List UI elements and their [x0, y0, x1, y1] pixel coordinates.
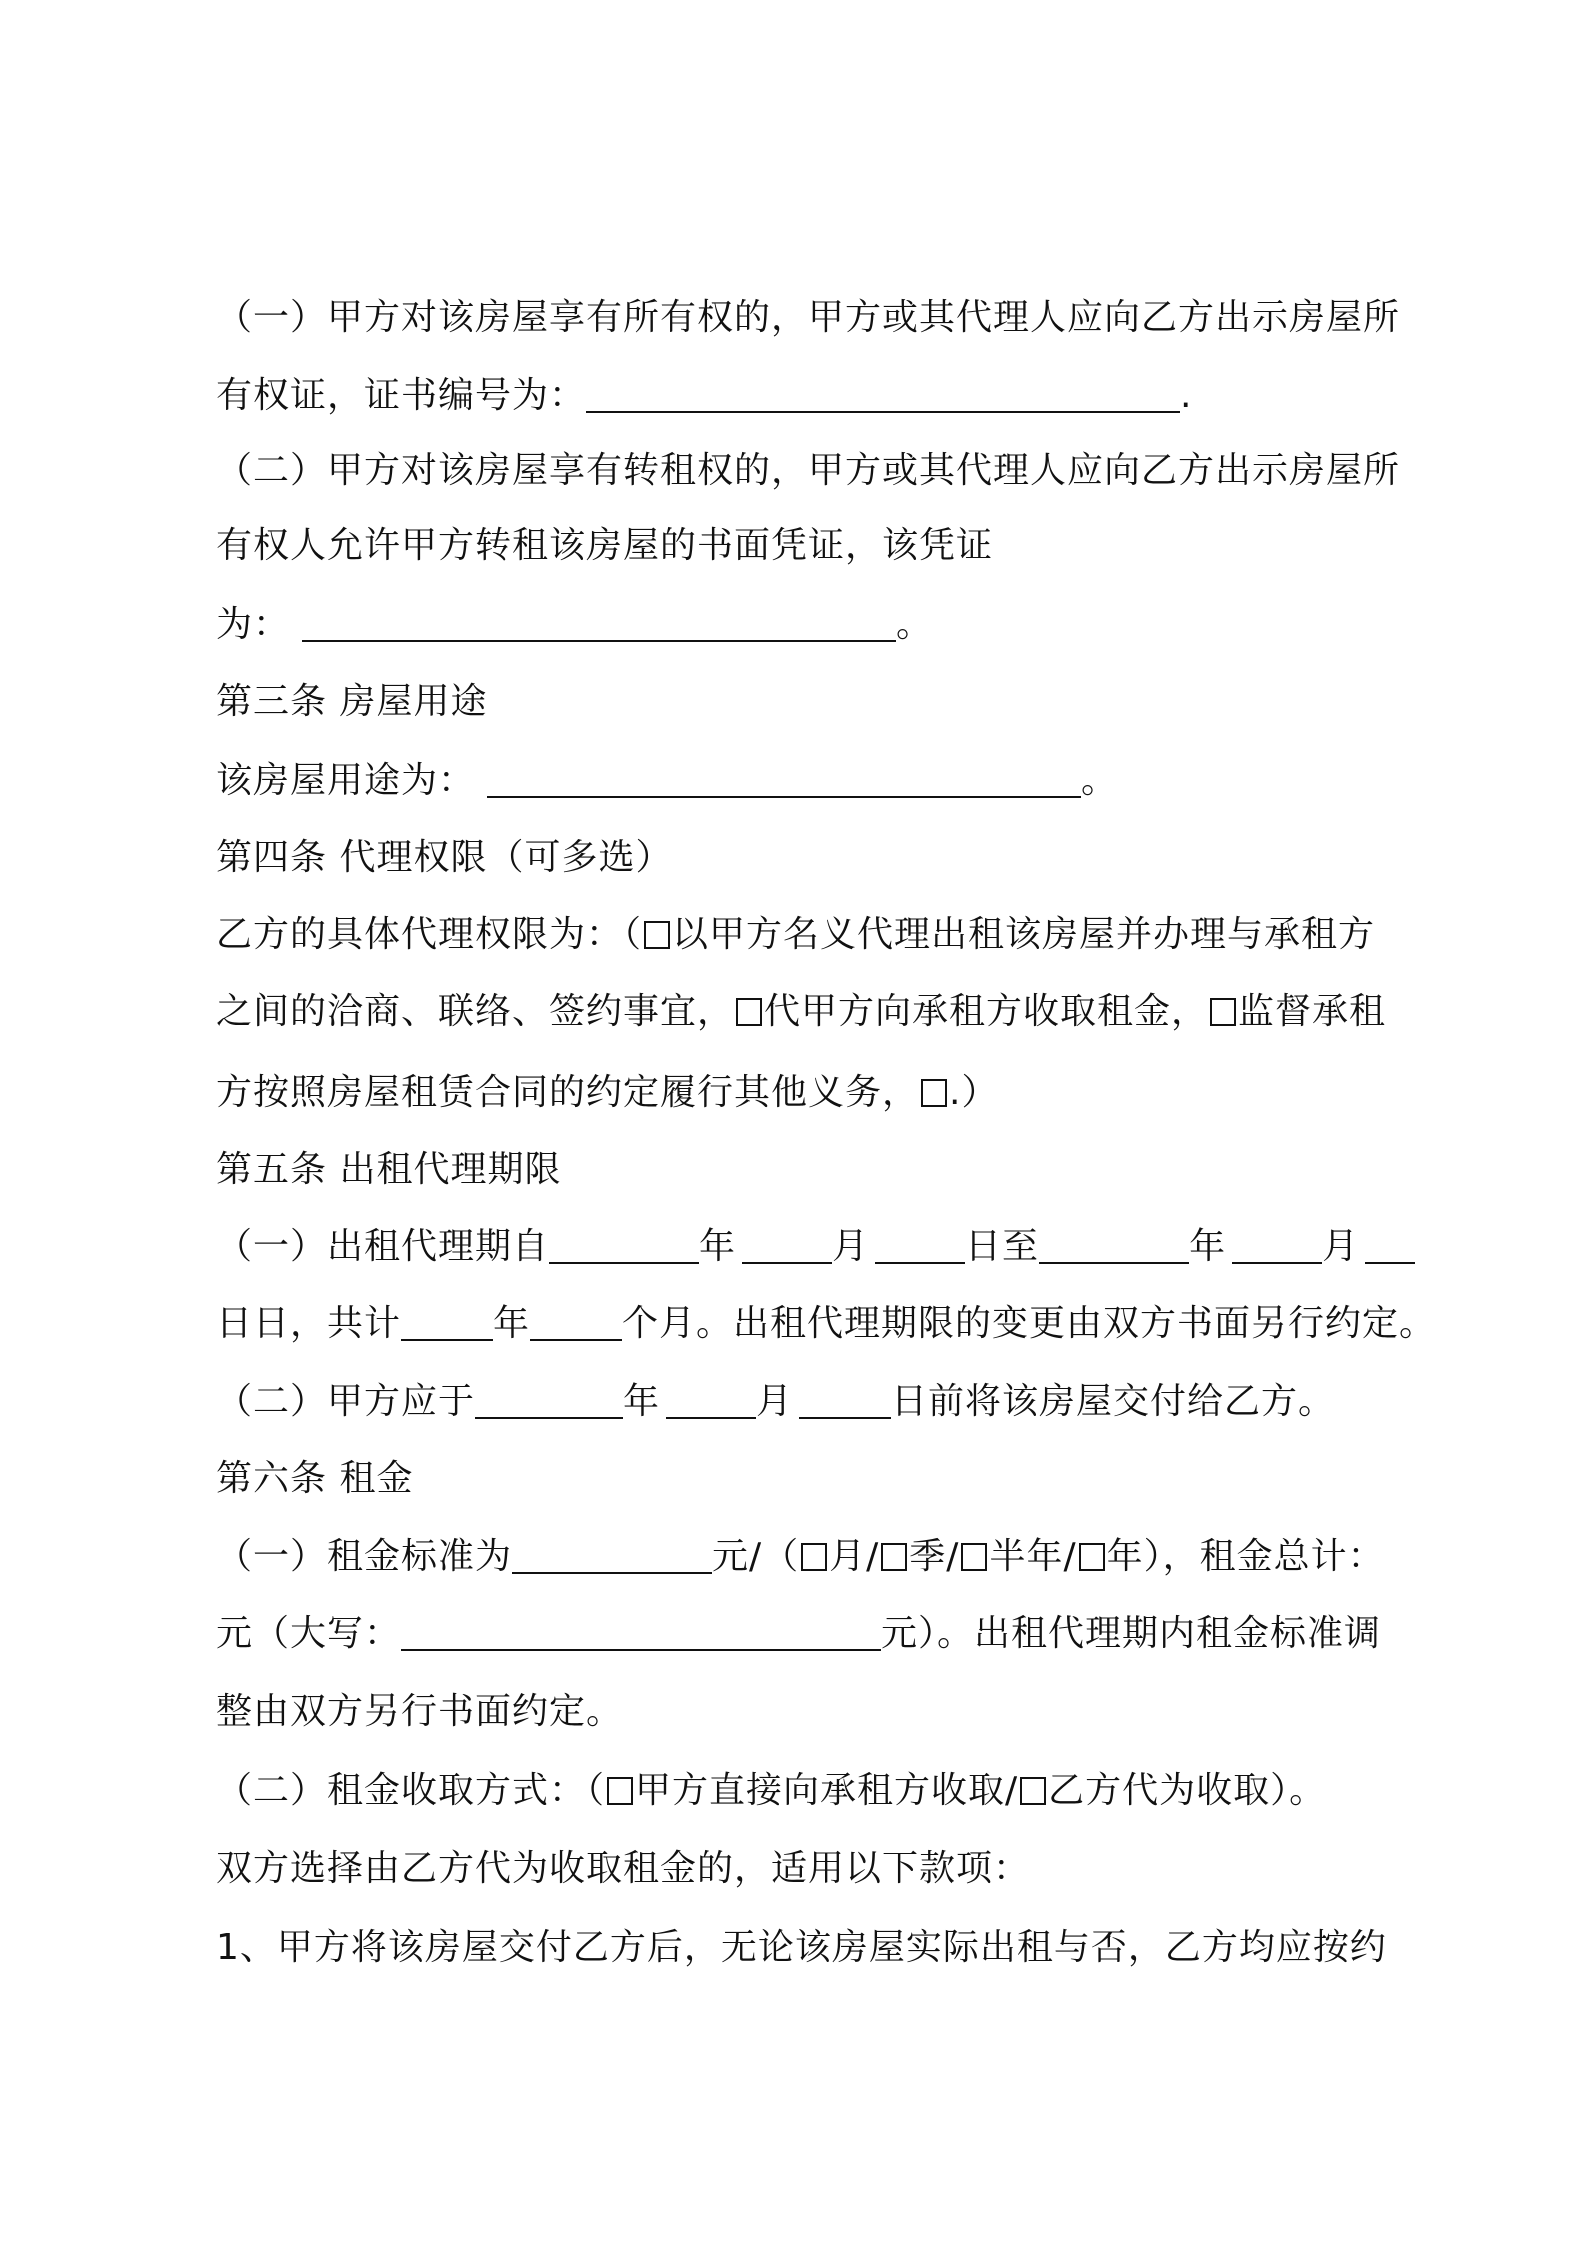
clause-text: 日前将该房屋交付给乙方。 — [891, 1381, 1336, 1422]
start-day-blank[interactable] — [875, 1232, 965, 1264]
clause-text: 整由双方另行书面约定。 — [216, 1691, 624, 1732]
delivery-year-blank[interactable] — [475, 1387, 623, 1419]
article-heading: 第五条 出租代理期限 — [216, 1149, 562, 1190]
item-1-line — [216, 1926, 1387, 1970]
clause-text: 年 — [699, 1226, 737, 1267]
clause-text: 元/（ — [712, 1536, 800, 1577]
rent-collection-note — [216, 1847, 1030, 1891]
clause-text: 日日，共计 — [216, 1303, 402, 1344]
end-year-blank[interactable] — [1039, 1232, 1189, 1264]
rent-line-2 — [216, 1612, 1381, 1656]
term-line-2 — [216, 1302, 1436, 1346]
clause-text: （二）甲方应于 — [216, 1381, 476, 1422]
article-heading: 第三条 房屋用途 — [216, 681, 488, 722]
delivery-day-blank[interactable] — [799, 1387, 891, 1419]
clause-text: 方按照房屋租赁合同的约定履行其他义务， — [216, 1072, 920, 1113]
start-month-blank[interactable] — [742, 1232, 832, 1264]
end-month-blank[interactable] — [1232, 1232, 1322, 1264]
end-day-blank[interactable] — [1365, 1232, 1415, 1264]
clause-text: 年），租金总计： — [1106, 1536, 1385, 1577]
clause-5-2-line-2 — [216, 524, 993, 568]
article-4-line-1 — [216, 913, 1375, 957]
checkbox-monthly[interactable] — [801, 1543, 827, 1571]
house-usage-blank[interactable] — [487, 766, 1081, 798]
clause-text: （二）租金收取方式：（ — [216, 1770, 606, 1811]
rent-line-1 — [216, 1535, 1385, 1579]
clause-text: （一）甲方对该房屋享有所有权的，甲方或其代理人应向乙方出示房屋所 — [216, 297, 1401, 338]
clause-text: 双方选择由乙方代为收取租金的，适用以下款项： — [216, 1848, 1031, 1889]
clause-text: 乙方的具体代理权限为：（ — [216, 914, 643, 955]
clause-text: 。 — [1081, 760, 1119, 801]
checkbox-half-year[interactable] — [961, 1543, 987, 1571]
clause-text: 半年/ — [989, 1536, 1077, 1577]
clause-text: 月 — [832, 1226, 870, 1267]
clause-text: 日至 — [965, 1226, 1040, 1267]
term-line-1 — [216, 1225, 1415, 1269]
clause-text: 。 — [896, 604, 934, 645]
clause-5-1-line-1 — [216, 296, 1400, 340]
term-years-blank[interactable] — [401, 1309, 493, 1341]
clause-text: 个月。出租代理期限的变更由双方书面另行约定。 — [622, 1303, 1437, 1344]
clause-text: 有权证，证书编号为： — [216, 375, 587, 416]
article-heading: 第四条 代理权限（可多选） — [216, 837, 673, 878]
certificate-number-blank[interactable] — [586, 381, 1180, 413]
clause-text: 为： — [216, 604, 291, 645]
clause-text: 该房屋用途为： — [216, 760, 476, 801]
clause-text: 季/ — [909, 1536, 960, 1577]
clause-text: 年 — [493, 1303, 531, 1344]
delivery-line — [216, 1380, 1335, 1424]
checkbox-yearly[interactable] — [1079, 1543, 1105, 1571]
clause-text: 1、甲方将该房屋交付乙方后，无论该房屋实际出租与否，乙方均应按约 — [216, 1927, 1387, 1968]
clause-text: 甲方直接向承租方收取/ — [635, 1770, 1019, 1811]
sublease-proof-blank[interactable] — [302, 610, 896, 642]
clause-text: 月/ — [829, 1536, 880, 1577]
checkbox-supervise[interactable] — [1210, 998, 1236, 1026]
article-4-line-2 — [216, 990, 1386, 1034]
article-3-body — [216, 759, 1118, 803]
clause-5-1-line-2 — [216, 374, 1192, 418]
clause-5-2-line-3 — [216, 603, 933, 647]
rent-line-3 — [216, 1690, 623, 1734]
article-6-heading — [216, 1457, 413, 1501]
term-months-blank[interactable] — [530, 1309, 622, 1341]
clause-text: （二）甲方对该房屋享有转租权的，甲方或其代理人应向乙方出示房屋所 — [216, 450, 1401, 491]
checkbox-agent-collects[interactable] — [1020, 1777, 1046, 1805]
start-year-blank[interactable] — [549, 1232, 699, 1264]
clause-text: 月 — [756, 1381, 794, 1422]
clause-text: （一）租金标准为 — [216, 1536, 513, 1577]
clause-text: 有权人允许甲方转租该房屋的书面凭证，该凭证 — [216, 525, 994, 566]
checkbox-quarterly[interactable] — [881, 1543, 907, 1571]
clause-text: 年 — [1189, 1226, 1227, 1267]
delivery-month-blank[interactable] — [666, 1387, 756, 1419]
clause-text: 元（大写： — [216, 1613, 402, 1654]
clause-text: 元）。出租代理期内租金标准调 — [881, 1613, 1382, 1654]
clause-5-2-line-1 — [216, 449, 1400, 493]
article-4-line-3 — [216, 1071, 998, 1115]
clause-text: 乙方代为收取）。 — [1048, 1770, 1327, 1811]
checkbox-lease-on-behalf[interactable] — [644, 921, 670, 949]
rent-amount-blank[interactable] — [512, 1542, 712, 1574]
clause-text: 之间的洽商、联络、签约事宜， — [216, 991, 735, 1032]
rent-uppercase-blank[interactable] — [401, 1619, 881, 1651]
checkbox-owner-collects[interactable] — [607, 1777, 633, 1805]
checkbox-other[interactable] — [921, 1079, 947, 1107]
clause-text: （一）出租代理期自 — [216, 1226, 550, 1267]
clause-text: 年 — [623, 1381, 661, 1422]
article-3-heading — [216, 680, 487, 724]
clause-text: .） — [949, 1072, 999, 1113]
article-heading: 第六条 租金 — [216, 1458, 414, 1499]
checkbox-collect-rent[interactable] — [736, 998, 762, 1026]
article-5-heading — [216, 1148, 561, 1192]
rent-collection-line — [216, 1769, 1326, 1813]
article-4-heading — [216, 836, 672, 880]
clause-text: 代甲方向承租方收取租金， — [764, 991, 1209, 1032]
clause-text: 以甲方名义代理出租该房屋并办理与承租方 — [672, 914, 1376, 955]
clause-text: 月 — [1322, 1226, 1360, 1267]
clause-text: . — [1180, 375, 1193, 416]
clause-text: 监督承租 — [1238, 991, 1387, 1032]
